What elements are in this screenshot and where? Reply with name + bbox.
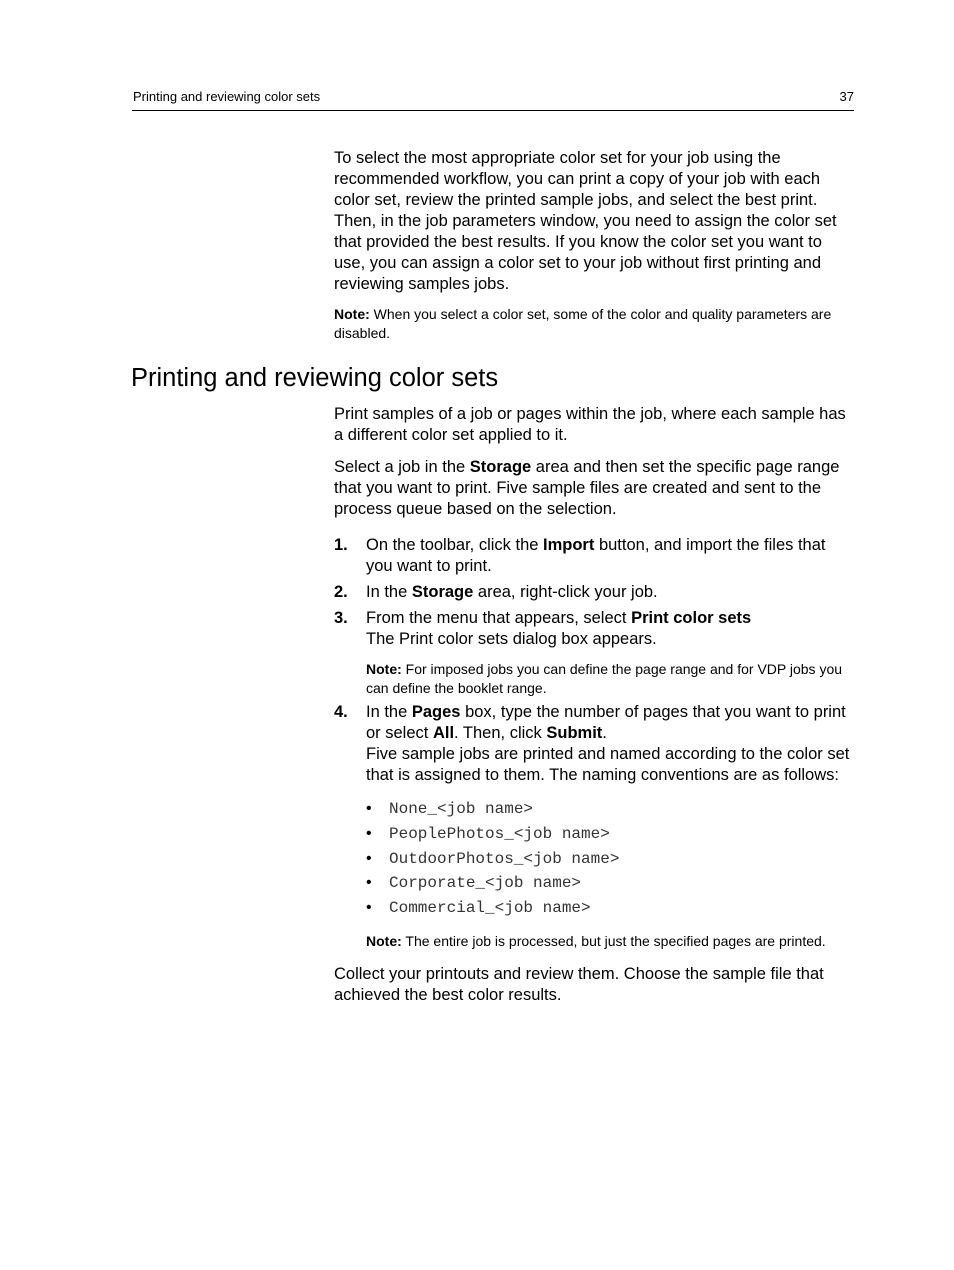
section-para-1: Print samples of a job or pages within the job, where each sample has a different color set applied to it. xyxy=(334,405,846,444)
step-4-note xyxy=(366,932,856,951)
list-item: • Corporate_<job name> xyxy=(366,874,582,893)
step-result: The Print color sets dialog box appears. xyxy=(366,630,657,648)
intro-paragraph: To select the most appropriate color set for your job using the recommended workflow, you can print a copy of your job with each color set, review the printed sample jobs, and select the best print. Then, in the job parameters window, you need to assign the color set that provided the best results. If you know the color set you want to use, you can assign a color set to your job without first printing and reviewing samples jobs. xyxy=(334,149,837,293)
step-text: In the Storage area, right-click your job. xyxy=(366,583,658,601)
note-label: Note: xyxy=(366,661,402,677)
step-number: 1. xyxy=(334,536,348,554)
step-text: From the menu that appears, select Print color sets xyxy=(366,609,752,627)
step-result: Five sample jobs are printed and named according to the color set that is assigned to them. The naming conventions are as follows: xyxy=(366,745,850,784)
step-number: 4. xyxy=(334,703,348,721)
step-number: 3. xyxy=(334,609,348,627)
section-heading: Printing and reviewing color sets xyxy=(131,364,499,392)
header-title: Printing and reviewing color sets xyxy=(133,89,321,104)
step-text: On the toolbar, click the Import button, and import the files that you want to print. xyxy=(366,536,826,575)
step-4 xyxy=(334,702,856,950)
section-body xyxy=(334,404,856,1006)
closing-paragraph: Collect your printouts and review them. Choose the sample file that achieved the best color results. xyxy=(334,965,824,1005)
page-number: 37 xyxy=(839,89,854,104)
step-text: In the Pages box, type the number of pages that you want to print or select All. Then, click Submit. xyxy=(366,703,846,742)
step-1 xyxy=(334,535,856,577)
list-item: • None_<job name> xyxy=(366,800,534,818)
note-label: Note: xyxy=(366,932,402,949)
note-text: When you select a color set, some of the color and quality parameters are disabled. xyxy=(334,306,832,341)
section-para-2: Select a job in the Storage area and then set the specific page range that you want to print. Five sample files are created and sent to the process queue based on the selection. xyxy=(334,458,840,518)
step-number: 2. xyxy=(334,583,348,601)
step-3-note xyxy=(366,660,856,697)
note-text: The entire job is processed, but just the specified pages are printed. xyxy=(401,932,826,949)
step-2 xyxy=(334,582,856,603)
note-label: Note: xyxy=(334,306,370,322)
intro-note xyxy=(334,305,856,342)
list-item: • Commercial_<job name> xyxy=(366,899,591,918)
list-item: • OutdoorPhotos_<job name> xyxy=(366,849,620,868)
step-3 xyxy=(334,608,856,697)
running-header xyxy=(132,88,854,111)
intro-block xyxy=(334,148,856,342)
note-text: For imposed jobs you can define the page range and for VDP jobs you can define the booklet range. xyxy=(366,661,843,696)
naming-conventions-list xyxy=(366,797,856,921)
list-item: • PeoplePhotos_<job name> xyxy=(366,824,610,843)
